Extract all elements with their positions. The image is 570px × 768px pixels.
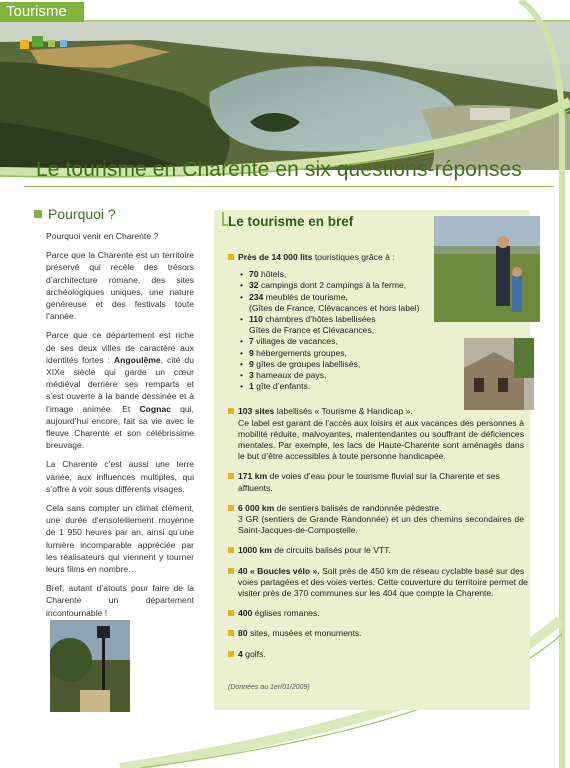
sub-item-text: meublés de tourisme, [263,291,348,302]
sub-item [238,292,528,303]
sub-item-continuation: Gîtes de France et Clévacances, [249,325,375,336]
item-bold: 4 [238,648,243,659]
square-green [32,36,43,47]
item-bold: 400 [238,608,253,619]
square-yellow [20,40,29,49]
sub-item-number: 1 [249,381,254,392]
list-item [228,545,528,556]
pourquoi-paragraph-4: Cela sans compter un climat clément, une durée d’ensoleillement moyenne de 1 950 heures par an, ainsi qu’une lumière incomparable appréciée par les réalisateurs qui viennent y tourner leurs films en nombre… [46,503,194,575]
sub-item [238,269,528,280]
list-item [228,406,528,462]
item-text: sites, musées et monuments. [247,628,362,639]
sub-item [238,314,528,325]
item-detail: Ce label est garant de l’accès aux loisirs et aux vacances des personnes à mobilité réduite, malvoyantes, malentendantes ou souffrant de déficiences mentales. Par exemple, les lacs de Haute-Charente sont aménagés dans le but d’être accessibles à toute personne handicapée. [238,417,524,462]
sub-item-text: chambres d’hôtes labellisées [262,314,376,325]
yellow-bullet-icon [228,651,234,657]
item-text: touristiques grâce à : [312,252,395,262]
sub-item [238,359,528,370]
page-title: Le tourisme en Charente en six questions-réponses [36,158,522,181]
list-item [228,649,528,660]
header-rule [84,20,570,22]
item-bold: 1000 km [238,545,272,556]
sub-item-text: hôtels, [258,269,287,280]
list-item [228,608,528,619]
sub-item-number: 110 [249,314,263,325]
title-rule [24,186,554,187]
data-date-note: (Données au 1er/01/2009) [228,684,310,691]
list-item [228,471,528,493]
item-text: labellisés « Tourisme & Handicap ». [274,406,413,417]
item-text: de sentiers balisés de randonnée pédestre. [274,502,442,513]
item-text: de circuits balisés pour le VTT. [271,545,391,556]
p2-part-b: , cité du XIXe siècle qui garde un cœur médiéval derrière ses remparts et s’est ouverte à la bande dessinée et à l’image animée. Et [46,354,194,414]
list-item [228,252,528,392]
item-text: golfs. [242,648,266,659]
p2-part-a: Parce que ce département est riche de ses deux villes de caractère aux identités fortes : [46,330,194,365]
sub-item-text: villages de vacances, [253,336,338,347]
cognac-text: Cognac [139,403,171,414]
pourquoi-column [46,206,194,626]
sub-item-number: 9 [249,358,254,369]
sub-item [238,381,528,392]
item-bold: Près de 14 000 lits [238,252,313,262]
pourquoi-question: Pourquoi venir en Charente ? [46,231,159,241]
item-bold: 40 « Boucles vélo ». [238,565,320,576]
bref-title: Le tourisme en bref [228,214,354,229]
sub-item-continuation: (Gîtes de France, Clévacances et hors label) [249,302,420,313]
sub-item [238,280,528,291]
item-text: Soit près de 450 km de réseau cyclable basé sur des voies partagées et des voies vertes. Cette couverture du territoire permet de visiter près de 370 communes sur les 404 que compte la Charente. [238,565,528,599]
sub-item-text: campings dont 2 campings à la ferme, [258,280,407,291]
list-item [228,503,528,537]
item-bold: 6 000 km [238,502,275,513]
square-bullet-icon [34,210,42,218]
sub-item-text: hameaux de pays, [253,370,327,381]
item-text: églises romanes. [252,608,320,619]
sub-item-number: 7 [249,336,254,347]
street-lamp-photo [50,620,130,712]
sub-item-text: gîte d’enfants. [253,381,311,392]
pourquoi-heading [34,206,194,222]
sub-item [238,370,528,381]
bref-list [228,252,528,669]
list-item [228,628,528,639]
square-blue [60,40,67,47]
sub-item-number: 32 [249,280,259,291]
lake-landscape-photo [0,22,570,170]
list-item [228,566,528,600]
p2-part-c: qui, aujourd’hui encore, fait sa vie avec le fleuve Charente et son célébrissime breuvage. [46,403,194,451]
sub-item [238,348,528,359]
section-tab: Tourisme [0,2,84,22]
yellow-bullet-icon [228,254,234,260]
yellow-bullet-icon [228,505,234,511]
item-detail: 3 GR (sentiers de Grande Randonnée) et un des chemins secondaires de Saint-Jacques-de-Compostelle. [238,514,524,536]
sub-item-number: 9 [249,347,254,358]
item-bold: 171 km [238,471,268,482]
yellow-bullet-icon [228,630,234,636]
sub-item-number: 234 [249,291,264,302]
sub-item [238,336,528,347]
sub-item-text: gîtes de groupes labellisés, [253,358,361,369]
yellow-bullet-icon [228,473,234,479]
lodging-sublist [238,269,528,392]
item-bold: 103 sites [238,406,275,417]
sub-item-text: hébergements groupes, [253,347,347,358]
pourquoi-heading-text: Pourquoi ? [48,206,116,222]
item-bold: 80 [238,628,248,639]
pourquoi-paragraph-3: La Charente c’est aussi une terre variée, aux influences multiples, qui s’offre à voir sous différents visages. [46,459,194,494]
pourquoi-paragraph-5: Bref, autant d’atouts pour faire de la Charente un département incontournable ! [46,583,194,618]
angouleme-text: Angoulême [113,354,161,365]
yellow-bullet-icon [228,408,234,414]
pourquoi-paragraph-1: Parce que la Charente est un territoire préservé qui recèle des trésors d’architecture romane, des sites archéologiques uniques, une nature généreuse et des festivals toute l’année. [46,250,194,322]
square-lightgreen [48,40,55,47]
sub-item-number: 70 [249,269,259,280]
yellow-bullet-icon [228,568,234,574]
sub-item-number: 3 [249,370,254,381]
item-text: de voies d’eau pour le tourisme fluvial sur la Charente et ses affluents. [238,471,500,493]
yellow-bullet-icon [228,547,234,553]
decorative-squares [20,34,80,50]
pourquoi-paragraph-2 [46,329,194,451]
yellow-bullet-icon [228,610,234,616]
